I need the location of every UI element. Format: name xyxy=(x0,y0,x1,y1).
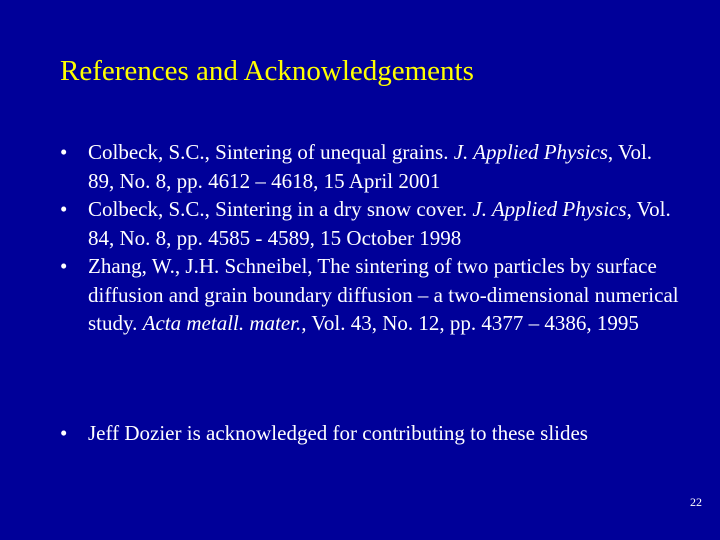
acknowledgement-text: Jeff Dozier is acknowledged for contributing to these slides xyxy=(88,421,588,445)
reference-details: Vol. 43, No. 12, pp. 4377 – 4386, 1995 xyxy=(306,311,639,335)
reference-item-2 xyxy=(60,195,680,252)
bullet-icon: • xyxy=(60,254,68,278)
reference-details: , Vol. 84, No. 8, pp. 4585 - 4589, 15 October 1998 xyxy=(88,197,671,250)
reference-journal: Acta metall. mater., xyxy=(142,311,307,335)
reference-item-3 xyxy=(60,252,680,338)
bullet-icon: • xyxy=(60,197,68,221)
reference-author: Colbeck, S.C., Sintering in a dry snow cover. xyxy=(88,197,473,221)
reference-list xyxy=(60,138,680,338)
reference-journal: J. Applied Physics xyxy=(472,197,627,221)
bullet-icon: • xyxy=(60,421,68,445)
bullet-icon: • xyxy=(60,140,68,164)
acknowledgement-section xyxy=(60,419,680,448)
reference-item-1 xyxy=(60,138,680,195)
page-number: 22 xyxy=(690,495,702,509)
reference-journal: J. Applied Physics xyxy=(453,140,608,164)
reference-author: Colbeck, S.C., Sintering of unequal grains. xyxy=(88,140,454,164)
slide-title: References and Acknowledgements xyxy=(60,55,474,87)
reference-author: Zhang, W., J.H. Schneibel, The sintering of two particles by surface diffusion and grain boundary diffusion – a two-dimensional numerical study. xyxy=(88,254,679,335)
reference-details: , Vol. 89, No. 8, pp. 4612 – 4618, 15 April 2001 xyxy=(88,140,653,193)
acknowledgement-item xyxy=(60,419,680,448)
